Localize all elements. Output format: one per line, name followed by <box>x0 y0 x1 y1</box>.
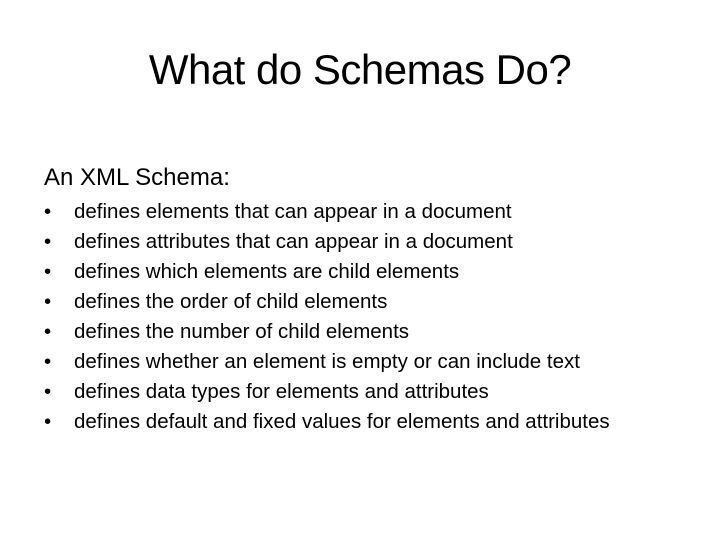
list-item <box>44 287 704 317</box>
list-item-text: defines elements that can appear in a document <box>74 200 512 223</box>
list-item-text: defines the order of child elements <box>74 290 388 313</box>
list-item-text: defines whether an element is empty or can include text <box>74 350 580 373</box>
bullet-icon: • <box>44 230 52 253</box>
bullet-icon: • <box>44 350 52 373</box>
list-item-text: defines default and fixed values for elements and attributes <box>74 410 610 433</box>
list-item <box>44 317 704 347</box>
list-item-text: defines attributes that can appear in a document <box>74 230 513 253</box>
bullet-icon: • <box>44 410 52 433</box>
list-item-text: defines the number of child elements <box>74 320 410 343</box>
list-item <box>44 377 704 407</box>
bullet-icon: • <box>44 320 52 343</box>
bullet-icon: • <box>44 260 52 283</box>
list-item <box>44 347 704 377</box>
bullet-icon: • <box>44 290 52 313</box>
list-item-text: defines which elements are child elements <box>74 260 460 283</box>
list-item <box>44 407 704 437</box>
bullet-icon: • <box>44 200 52 223</box>
intro-text: An XML Schema: <box>44 164 230 191</box>
slide-title: What do Schemas Do? <box>148 46 572 93</box>
list-item-text: defines data types for elements and attributes <box>74 380 489 403</box>
list-item <box>44 227 704 257</box>
bullet-list <box>44 197 704 437</box>
list-item <box>44 197 704 227</box>
list-item <box>44 257 704 287</box>
bullet-icon: • <box>44 380 52 403</box>
